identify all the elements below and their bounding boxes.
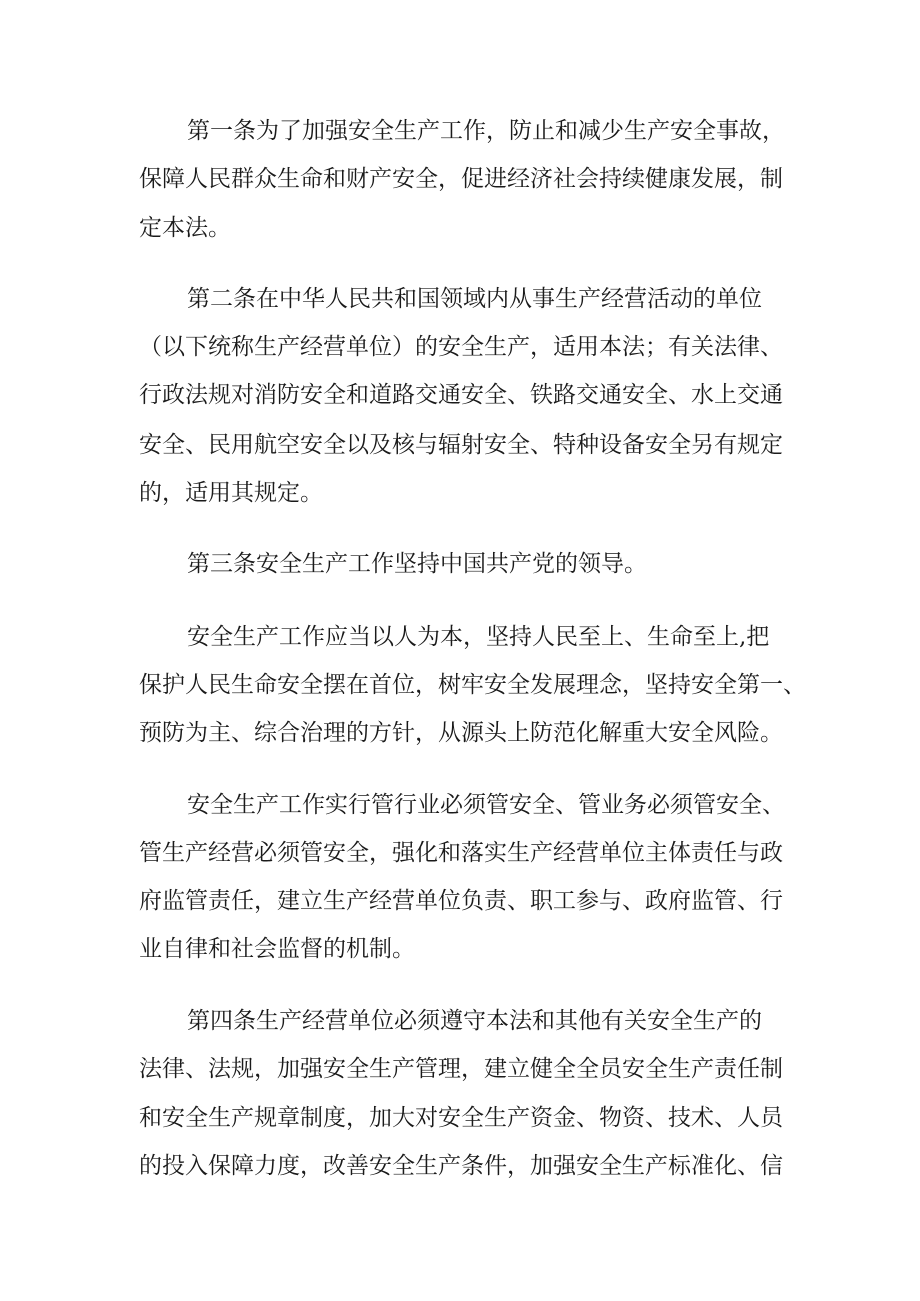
text-line: 安全生产工作应当以人为本，坚持人民至上、生命至上,把 — [187, 624, 770, 650]
text-line: 管生产经营必须管安全，强化和落实生产经营单位主体责任与政 — [139, 840, 783, 866]
text-line: 安全、民用航空安全以及核与辐射安全、特种设备安全另有规定 — [139, 432, 783, 458]
text-line: 业自律和社会监督的机制。 — [139, 936, 415, 962]
text-line: 第二条在中华人民共和国领域内从事生产经营活动的单位 — [187, 286, 762, 312]
text-line: 的投入保障力度，改善安全生产条件，加强安全生产标准化、信 — [139, 1153, 783, 1179]
text-line: 定本法。 — [139, 215, 231, 241]
text-line: 安全生产工作实行管行业必须管安全、管业务必须管安全、 — [187, 792, 785, 818]
text-line: 的，适用其规定。 — [139, 480, 323, 506]
text-line: 府监管责任，建立生产经营单位负责、职工参与、政府监管、行 — [139, 888, 783, 914]
text-line: 第三条安全生产工作坚持中国共产党的领导。 — [187, 551, 647, 577]
text-line: 和安全生产规章制度，加大对安全生产资金、物资、技术、人员 — [139, 1105, 783, 1131]
text-line: 保障人民群众生命和财产安全，促进经济社会持续健康发展，制 — [139, 166, 783, 192]
text-line: （以下统称生产经营单位）的安全生产，适用本法；有关法律、 — [139, 334, 783, 360]
text-line: 预防为主、综合治理的方针，从源头上防范化解重大安全风险。 — [139, 720, 783, 746]
text-line: 行政法规对消防安全和道路交通安全、铁路交通安全、水上交通 — [139, 382, 783, 408]
text-line: 第四条生产经营单位必须遵守本法和其他有关安全生产的 — [187, 1008, 762, 1034]
text-line: 保护人民生命安全摆在首位，树牢安全发展理念，坚持安全第一、 — [139, 672, 806, 698]
text-line: 第一条为了加强安全生产工作，防止和减少生产安全事故， — [187, 118, 785, 144]
text-line: 法律、法规，加强安全生产管理，建立健全全员安全生产责任制 — [139, 1056, 783, 1082]
